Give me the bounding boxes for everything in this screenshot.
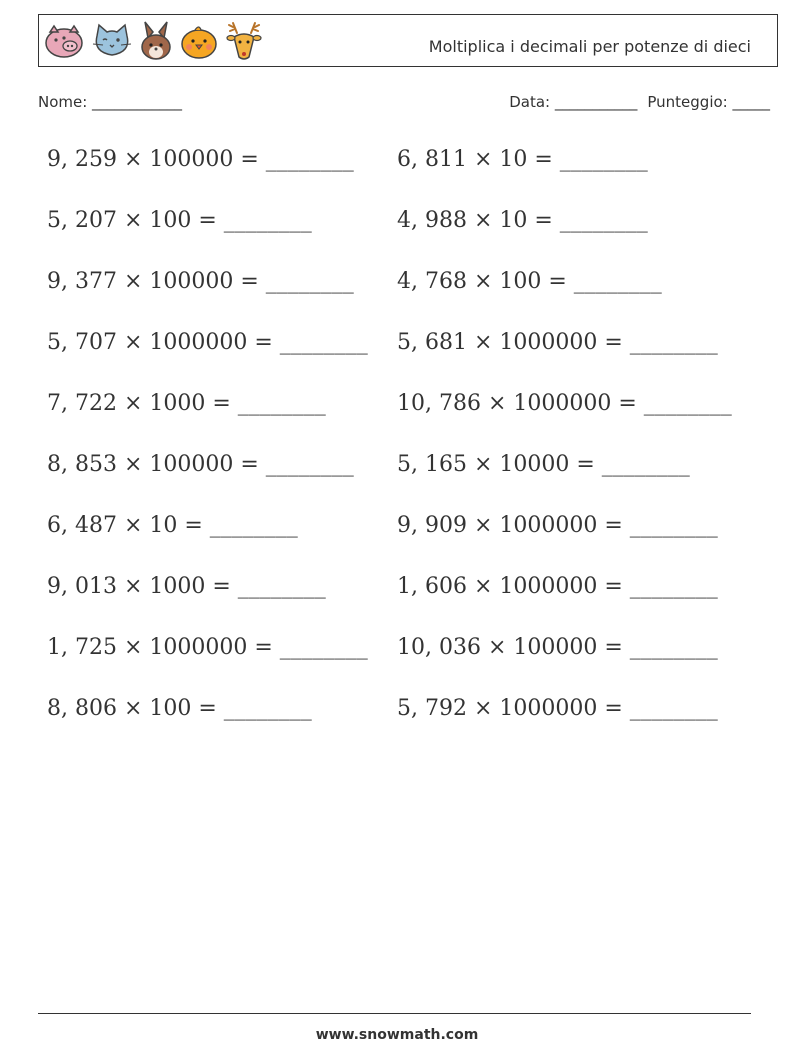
footer-divider — [38, 1013, 751, 1014]
problem-item: 8, 806 × 100 = ________ — [47, 696, 312, 721]
pig-icon — [43, 22, 85, 60]
problem-item: 4, 988 × 10 = ________ — [397, 208, 648, 233]
rabbit-icon — [139, 20, 173, 62]
problem-item: 5, 792 × 1000000 = ________ — [397, 696, 718, 721]
problem-item: 9, 013 × 1000 = ________ — [47, 574, 326, 599]
problem-item: 9, 377 × 100000 = ________ — [47, 269, 354, 294]
problem-item: 7, 722 × 1000 = ________ — [47, 391, 326, 416]
problem-item: 5, 207 × 100 = ________ — [47, 208, 312, 233]
problem-item: 10, 036 × 100000 = ________ — [397, 635, 718, 660]
problem-item: 5, 681 × 1000000 = ________ — [397, 330, 718, 355]
problem-item: 9, 259 × 100000 = ________ — [47, 147, 354, 172]
problem-item: 10, 786 × 1000000 = ________ — [397, 391, 732, 416]
date-field: Data: ___________ — [509, 93, 638, 111]
problem-item: 6, 487 × 10 = ________ — [47, 513, 298, 538]
cat-icon — [91, 22, 133, 60]
chick-icon — [179, 22, 219, 60]
footer-url[interactable]: www.snowmath.com — [315, 1027, 479, 1043]
problem-item: 6, 811 × 10 = ________ — [397, 147, 648, 172]
problem-item: 1, 606 × 1000000 = ________ — [397, 574, 718, 599]
animal-icons — [43, 19, 263, 63]
deer-icon — [225, 19, 263, 63]
problem-item: 9, 909 × 1000000 = ________ — [397, 513, 718, 538]
worksheet-title: Moltiplica i decimali per potenze di dieci — [428, 37, 751, 56]
name-field: Nome: ____________ — [38, 93, 183, 111]
problem-item: 8, 853 × 100000 = ________ — [47, 452, 354, 477]
problem-item: 5, 165 × 10000 = ________ — [397, 452, 690, 477]
header-box — [38, 14, 778, 67]
score-field: Punteggio: _____ — [647, 93, 770, 111]
problem-item: 4, 768 × 100 = ________ — [397, 269, 662, 294]
problem-item: 1, 725 × 1000000 = ________ — [47, 635, 368, 660]
problem-item: 5, 707 × 1000000 = ________ — [47, 330, 368, 355]
meta-right — [509, 93, 770, 111]
